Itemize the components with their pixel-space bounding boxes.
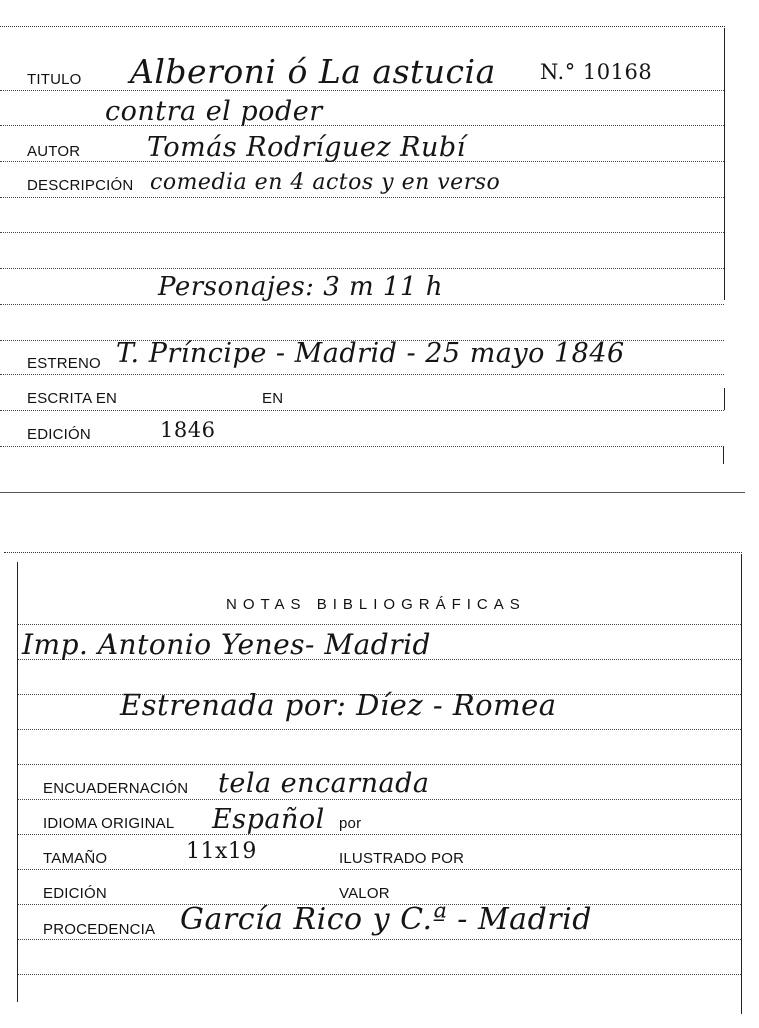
rule-line (18, 939, 741, 940)
por-label: por (339, 815, 362, 832)
valor-label: VALOR (339, 885, 390, 902)
estreno-label: ESTRENO (27, 355, 101, 372)
card-left-border (17, 562, 18, 1002)
rule-line (0, 410, 724, 411)
rule-line (18, 764, 741, 765)
rule-line (0, 374, 724, 375)
escrita-en-label: ESCRITA EN (27, 390, 118, 407)
descripcion-value: comedia en 4 actos y en verso (150, 170, 501, 195)
catalog-card-bottom (0, 540, 745, 1028)
procedencia-value: García Rico y C.ª - Madrid (180, 902, 592, 937)
card-top-edge (4, 552, 742, 553)
idioma-original-label: IDIOMA ORIGINAL (43, 815, 175, 832)
rule-line (0, 197, 724, 198)
rule-line (18, 624, 741, 625)
catalog-card-top (0, 0, 745, 470)
rule-line (18, 869, 741, 870)
cut-line (0, 492, 745, 493)
titulo-label: TITULO (27, 71, 82, 88)
rule-line (18, 834, 741, 835)
rule-line (18, 729, 741, 730)
rule-line (0, 268, 724, 269)
rule-line (18, 799, 741, 800)
personajes-value: Personajes: 3 m 11 h (158, 272, 444, 302)
card-right-border-bottom (723, 446, 724, 464)
imprenta-value: Imp. Antonio Yenes- Madrid (22, 628, 431, 661)
rule-line (18, 974, 741, 975)
edicion-label: EDICIÓN (27, 426, 91, 443)
card-top-edge (0, 26, 725, 27)
notas-bibliograficas-heading: NOTAS BIBLIOGRÁFICAS (226, 596, 526, 613)
rule-line (0, 446, 724, 447)
estrenada-value: Estrenada por: Díez - Romea (120, 688, 557, 722)
card-right-border (741, 554, 742, 1014)
ilustrado-por-label: ILUSTRADO POR (339, 850, 465, 867)
edicion-label: EDICIÓN (43, 885, 107, 902)
estreno-value: T. Príncipe - Madrid - 25 mayo 1846 (116, 338, 625, 369)
record-number: N.° 10168 (540, 60, 653, 84)
titulo-value-line2: contra el poder (105, 96, 323, 127)
rule-line (0, 304, 724, 305)
en-label: EN (262, 390, 284, 407)
edicion-value: 1846 (160, 418, 216, 442)
idioma-original-value: Español (212, 804, 325, 835)
titulo-value: Alberoni ó La astucia (130, 52, 496, 91)
card-right-border (724, 28, 725, 300)
tamano-value: 11x19 (186, 839, 257, 864)
autor-value: Tomás Rodríguez Rubí (147, 132, 466, 163)
card-right-border-lower (724, 388, 725, 410)
descripcion-label: DESCRIPCIÓN (27, 177, 134, 194)
encuadernacion-label: ENCUADERNACIÓN (43, 780, 189, 797)
rule-line (0, 232, 724, 233)
autor-label: AUTOR (27, 143, 81, 160)
encuadernacion-value: tela encarnada (218, 768, 430, 799)
procedencia-label: PROCEDENCIA (43, 921, 156, 938)
tamano-label: TAMAÑO (43, 850, 108, 867)
